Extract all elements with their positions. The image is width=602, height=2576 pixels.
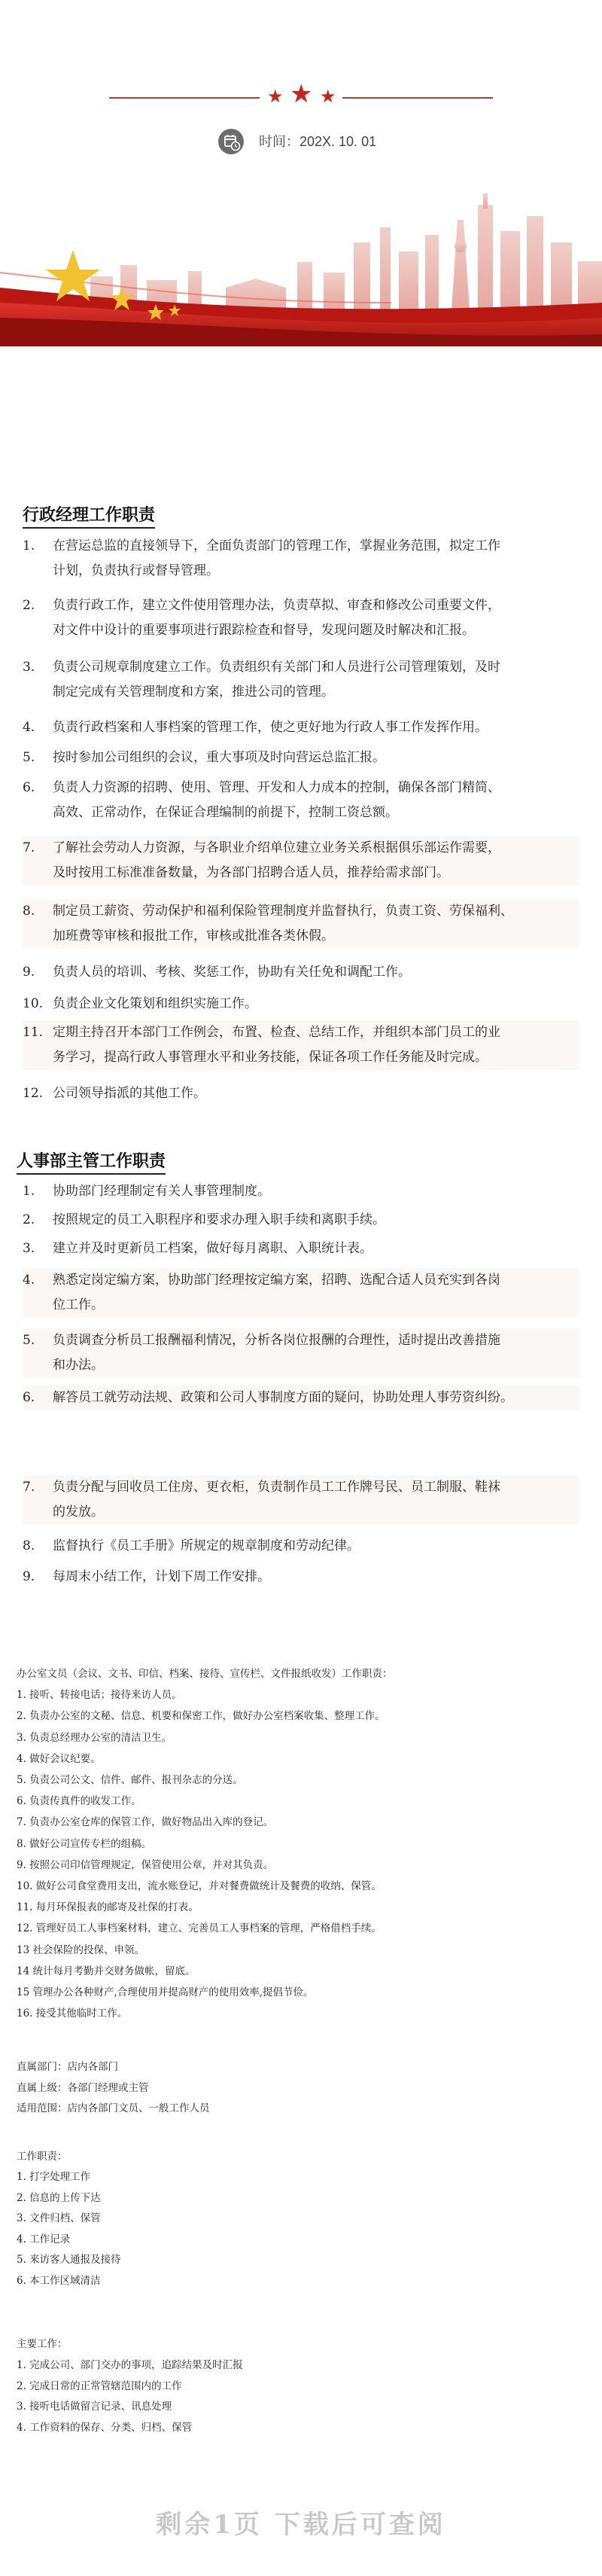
list-item-line: 的发放。 [53,1504,104,1520]
list-item-line: 加班费等审核和报批工作，审核或批准各类休假。 [53,928,334,944]
list-item-number: 8. [23,904,35,919]
star-icon: ★ [267,86,284,107]
duties-heading: 工作职责： [17,2151,68,2163]
list-item-number: 6. [23,780,35,795]
list-item [23,1081,579,1106]
calendar-clock-icon [218,129,244,154]
list-item-text [53,745,579,770]
clerk-duty-line: 16. 接受其他临时工作。 [17,2007,128,2020]
list-item-line: 高效、正常动作，在保证合理编制的前提下，控制工资总额。 [53,805,398,820]
clerk-duty-line: 3. 负责总经理办公室的清洁卫生。 [17,1731,172,1744]
main-work-heading: 主要工作： [17,2338,68,2350]
duty-line: 3. 文件归档、保管 [17,2212,101,2225]
list-item [23,1328,579,1378]
scope-line: 适用范围：店内各部门文员、一般工作人员 [17,2102,210,2114]
list-item-line: 协助部门经理制定有关人事管理制度。 [53,1184,270,1199]
clerk-duty-line: 1. 接听、转接电话；接待来访人员。 [17,1689,182,1702]
clerk-duty-line: 4. 做好会议纪要。 [17,1752,101,1765]
list-item-line: 和办法。 [53,1358,104,1373]
list-item-line: 对文件中设计的重要事项进行跟踪检查和督导，发现问题及时解决和汇报。 [53,623,475,638]
scope-line: 直属部门：店内各部门 [17,2061,118,2073]
list-item-line: 建立并及时更新员工档案，做好每月离职、入职统计表。 [53,1241,372,1256]
clerk-duty-line: 2. 负责办公室的文秘、信息、机要和保密工作，做好办公室档案收集、整理工作。 [17,1710,385,1723]
list-item-text [53,899,579,949]
list-item-number: 1. [23,538,35,553]
banner-image [0,190,602,346]
list-item-line: 每周末小结工作，计划下周工作安排。 [53,1569,270,1584]
list-item-text [53,1020,579,1070]
list-item-text [53,1081,579,1106]
clerk-duty-line: 6. 负责传真件的收发工作。 [17,1795,141,1808]
list-item [23,992,579,1017]
list-item-text [53,1268,579,1318]
list-item [23,960,579,985]
list-item-text [53,776,579,825]
list-item-line: 制定员工薪资、劳动保护和福利保险管理制度并监督执行，负责工资、劳保福利、 [53,904,513,919]
list-item-number: 3. [23,660,35,675]
list-item-number: 7. [23,840,35,855]
list-item-line: 定期主持召开本部门工作例会，布置、检查、总结工作，并组织本部门员工的业 [53,1025,500,1040]
main-work-line: 1. 完成公司、部门交办的事项，追踪结果及时汇报 [17,2359,243,2371]
list-item [23,1208,579,1233]
clerk-duty-line: 5. 负责公司公文、信件、邮件、报刊杂志的分送。 [17,1774,243,1786]
clerk-duty-line: 13 社会保险的投保、申领。 [17,1943,144,1956]
list-item-line: 熟悉定岗定编方案，协助部门经理按定编方案，招聘、选配合适人员充实到各岗 [53,1273,500,1288]
list-item-line: 负责分配与回收员工住房、更衣柜，负责制作员工工作牌号民、员工制服、鞋袜 [53,1480,500,1495]
list-item [23,715,579,740]
list-item-text [53,1328,579,1378]
clerk-duty-line: 10. 做好公司食堂费用支出，流水账登记，并对餐费做统计及餐费的收纳、保管。 [17,1880,382,1892]
clerk-duty-line: 8. 做好公司宣传专栏的组稿。 [17,1837,152,1850]
duty-line: 1. 打字处理工作 [17,2171,91,2183]
list-item-number: 8. [23,1538,35,1553]
list-item-text [53,593,579,643]
header-line-left [109,97,260,99]
remaining-pages-notice: 剩余1页 下载后可查阅 [156,2510,446,2540]
list-item [23,593,579,643]
list-item-number: 4. [23,720,35,735]
list-item [23,1475,579,1525]
list-item [23,899,579,949]
list-item-line: 负责行政档案和人事档案的管理工作，使之更好地为行政人事工作发挥作用。 [53,720,488,735]
duty-line: 4. 工作记录 [17,2233,71,2245]
star-icon: ★ [290,79,313,109]
list-item-line: 务学习，提高行政人事管理水平和业务技能，保证各项工作任务能及时完成。 [53,1050,488,1065]
list-item [23,1020,579,1070]
list-item-line: 及时按用工标准准备数量，为各部门招聘合适人员，推荐给需求部门。 [53,865,449,880]
list-item [23,1236,579,1261]
list-item [23,534,579,584]
list-item [23,1565,579,1590]
list-item [23,655,579,705]
list-item-line: 解答员工就劳动法规、政策和公司人事制度方面的疑问，协助处理人事劳资纠纷。 [53,1390,513,1405]
list-item [23,1386,579,1410]
list-item-number: 2. [23,598,35,613]
list-item-text [53,534,579,584]
list-item-text [53,836,579,886]
list-item-line: 负责调查分析员工报酬福利情况，分析各岗位报酬的合理性，适时提出改善措施 [53,1333,500,1348]
list-item-number: 5. [23,750,35,765]
main-work-line: 4. 工作资料的保存、分类、归档、保管 [17,2421,193,2434]
clerk-duty-line: 7. 负责办公室仓库的保管工作，做好物品出入库的登记。 [17,1816,274,1829]
list-item-line: 了解社会劳动人力资源，与各职业介绍单位建立业务关系根据俱乐部运作需要， [53,840,500,855]
list-item-line: 位工作。 [53,1297,104,1312]
list-item-line: 负责公司规章制度建立工作。负责组织有关部门和人员进行公司管理策划，及时 [53,660,500,675]
list-item-number: 9. [23,1569,35,1584]
list-item [23,1268,579,1318]
list-item-text [53,1179,579,1204]
list-item [23,1179,579,1204]
list-item-number: 3. [23,1241,35,1256]
star-icon: ★ [320,86,336,107]
clerk-duty-line: 9. 按照公司印信管理规定，保管使用公章，并对其负责。 [17,1858,274,1871]
list-item-line: 负责人员的培训、考核、奖惩工作，协助有关任免和调配工作。 [53,965,411,980]
scope-line: 直属上级：各部门经理或主管 [17,2081,149,2094]
list-item-line: 公司领导指派的其他工作。 [53,1086,206,1101]
list-item-number: 2. [23,1212,35,1227]
list-item-line: 监督执行《员工手册》所规定的规章制度和劳动纪律。 [53,1538,360,1553]
clerk-duty-line: 办公室文员（会议、文书、印信、档案、接待、宣传栏、文件报纸收发）工作职责： [17,1668,393,1680]
clerk-duty-line: 11. 每月环保报表的邮寄及社保的打表。 [17,1901,199,1914]
list-item-number: 4. [23,1273,35,1288]
list-item-text [53,1534,579,1559]
list-item-text [53,960,579,985]
clerk-duty-line: 15 管理办公各种财产,合理使用并提高财产的使用效率,提倡节俭。 [17,1986,314,1998]
section-title-admin-manager: 行政经理工作职责 [23,502,155,529]
list-item-text [53,655,579,705]
list-item-number: 7. [23,1480,35,1495]
clerk-duty-line: 14 统计每月考勤并交财务做帐，留底。 [17,1965,196,1977]
list-item [23,776,579,825]
list-item-text [53,992,579,1017]
duty-line: 5. 来访客人通报及接待 [17,2254,121,2267]
date-label: 时间：202X. 10. 01 [259,134,377,149]
list-item [23,836,579,886]
list-item-number: 9. [23,965,35,980]
list-item [23,1534,579,1559]
duty-line: 2. 信息的上传下达 [17,2191,101,2204]
list-item-line: 负责行政工作，建立文件使用管理办法，负责草拟、审查和修改公司重要文件， [53,598,500,613]
list-item-line: 制定完成有关管理制度和方案，推进公司的管理。 [53,684,334,700]
list-item-text [53,1208,579,1233]
list-item-line: 按时参加公司组织的会议，重大事项及时向营运总监汇报。 [53,750,385,765]
list-item-text [53,715,579,740]
list-item-number: 10. [23,996,44,1011]
list-item-line: 按照规定的员工入职程序和要求办理入职手续和离职手续。 [53,1212,385,1227]
list-item [23,745,579,770]
list-item-number: 5. [23,1333,35,1348]
section-title-hr-supervisor: 人事部主管工作职责 [17,1148,166,1175]
header-line-right [342,97,493,99]
main-work-line: 3. 接听电话做留言记录、讯息处理 [17,2401,172,2413]
list-item-text [53,1386,579,1410]
list-item-text [53,1475,579,1525]
list-item-number: 12. [23,1086,44,1101]
duty-line: 6. 本工作区域清洁 [17,2275,101,2287]
list-item-number: 11. [23,1025,44,1040]
list-item-line: 在营运总监的直接领导下，全面负责部门的管理工作，掌握业务范围，拟定工作 [53,538,500,553]
list-item-line: 负责人力资源的招聘、使用、管理、开发和人力成本的控制，确保各部门精简、 [53,780,500,795]
list-item-text [53,1236,579,1261]
list-item-number: 1. [23,1184,35,1199]
list-item-text [53,1565,579,1590]
list-item-number: 6. [23,1390,35,1405]
list-item-line: 负责企业文化策划和组织实施工作。 [53,996,257,1011]
list-item-line: 计划，负责执行或督导管理。 [53,563,219,578]
clerk-duty-line: 12. 管理好员工人事档案材料，建立、完善员工人事档案的管理，严格借档手续。 [17,1922,382,1935]
main-work-line: 2. 完成日常的正常管辖范围内的工作 [17,2379,182,2392]
